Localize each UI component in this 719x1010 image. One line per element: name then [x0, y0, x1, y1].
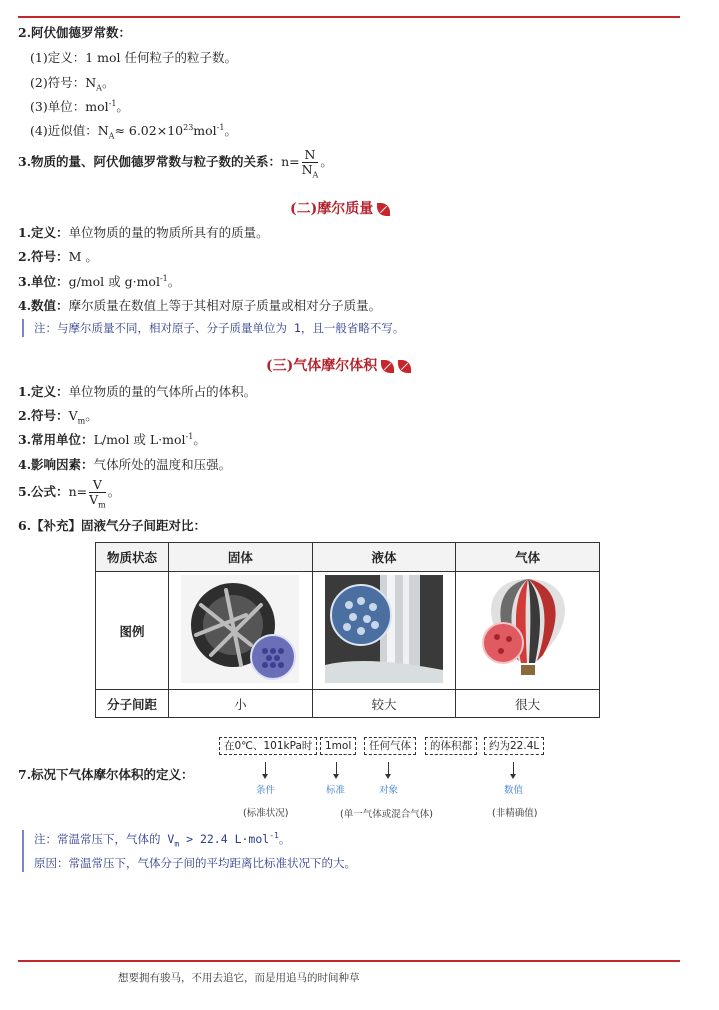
diagram-box-condition: 在0℃、101kPa时: [219, 737, 317, 755]
mv-formula-den-sub: m: [98, 500, 106, 510]
mv-sym-text: V: [68, 408, 78, 423]
leaf-icon: [377, 203, 390, 216]
bottom-rule: [18, 960, 680, 962]
liquid-illustration: [312, 572, 456, 690]
relation-den-sub: A: [312, 170, 319, 180]
table-row: [96, 572, 600, 690]
mm-unit-sup: -1: [159, 273, 168, 283]
mm-val-text: 摩尔质量在数值上等于其相对原子质量或相对分子质量。: [68, 298, 382, 313]
diagram-note-gas: (单一气体或混合气体): [340, 809, 433, 820]
mv-formula-num: V: [89, 478, 106, 493]
distance-liquid: 较大: [312, 690, 456, 718]
arrow-down-icon: [265, 762, 266, 776]
avogadro-definition: [30, 49, 237, 67]
final-note-line2: 原因：常温常压下，气体分子间的平均距离比标准状况下的大。: [34, 856, 356, 870]
mm-sym-text: M 。: [68, 249, 98, 264]
diagram-tag-standard: 标准: [326, 785, 346, 796]
sym-text: N: [85, 75, 97, 90]
molar-volume-title: [266, 355, 411, 375]
approx-unit-sup: -1: [216, 122, 225, 132]
table-row: [96, 690, 600, 718]
footer-quote: 想要拥有骏马，不用去追它，而是用追马的时间种草: [118, 972, 360, 984]
relation-den-text: N: [301, 162, 313, 177]
solid-illustration: [169, 572, 313, 690]
mm-unit-end: 。: [167, 274, 181, 289]
avogadro-symbol: [30, 74, 114, 92]
approx-unit: mol: [193, 123, 217, 138]
diagram-tag-value: 数值: [504, 785, 524, 796]
mm-definition: [18, 224, 269, 242]
mv-unit-end: 。: [193, 432, 206, 447]
mv-unit-sup: -1: [185, 431, 194, 441]
mv-def-label: 1.定义：: [18, 384, 69, 399]
mm-unit-text: g/mol 或 g·mol: [68, 274, 160, 289]
gas-illustration: [456, 572, 600, 690]
approx-n: N: [97, 123, 109, 138]
arrow-down-icon: [513, 762, 514, 776]
definition7-label: 7.标况下气体摩尔体积的定义：: [18, 767, 194, 782]
avogadro-approx: [30, 122, 237, 140]
arrow-down-icon: [388, 762, 389, 776]
approx-end: 。: [224, 123, 237, 138]
def-text: 1 mol 任何粒子的粒子数。: [85, 50, 237, 65]
approx-sup: 23: [183, 122, 194, 132]
row-label-image: 图例: [96, 572, 169, 690]
top-rule: [18, 16, 680, 18]
supplement-heading: 6.【补充】固液气分子间距对比：: [18, 518, 207, 533]
state-comparison-table: [95, 542, 600, 718]
relation-den: [301, 162, 319, 180]
mv-formula-den: [89, 492, 106, 510]
mv-factor: [18, 456, 231, 474]
table-header-cell: 气体: [456, 543, 600, 572]
mv-sym-label: 2.符号：: [18, 408, 69, 423]
distance-gas: 很大: [456, 690, 600, 718]
diagram-box-value: 约为22.4L: [484, 737, 544, 755]
mv-def-text: 单位物质的量的气体所占的体积。: [68, 384, 257, 399]
mv-unit: [18, 431, 206, 449]
mv-formula-label: 5.公式：: [18, 484, 69, 499]
unit-prefix: (3)单位：: [30, 99, 86, 114]
mv-sym-end: 。: [85, 408, 98, 423]
relation-lhs: n=: [281, 154, 300, 169]
mv-factor-text: 气体所处的温度和压强。: [93, 457, 232, 472]
mm-symbol: [18, 248, 98, 266]
final-note: [22, 830, 356, 872]
table-header-row: [96, 543, 600, 572]
note-prefix: 注：常温常压下，气体的 V: [34, 832, 175, 846]
relation-heading: 3.物质的量、阿伏伽德罗常数与粒子数的关系：: [18, 154, 282, 169]
sym-sub: A: [96, 83, 102, 93]
note-sub: m: [174, 839, 180, 849]
table-header-cell: 液体: [312, 543, 456, 572]
mv-unit-text: L/mol 或 L·mol: [93, 432, 186, 447]
mm-note: 注：与摩尔质量不同，相对原子、分子质量单位为 1，且一般省略不写。: [22, 319, 404, 337]
note-end: 。: [278, 832, 291, 846]
relation-line: [18, 145, 333, 179]
mv-symbol: [18, 407, 98, 425]
row-label-distance: 分子间距: [96, 690, 169, 718]
relation-end: 。: [320, 154, 333, 169]
table-header-cell: 物质状态: [96, 543, 169, 572]
diagram-note-approx: (非精确值): [492, 808, 538, 819]
mm-value: [18, 297, 381, 315]
table-header-cell: 固体: [169, 543, 313, 572]
diagram-box-object: 任何气体: [364, 737, 416, 755]
diagram-tag-condition: 条件: [256, 785, 276, 796]
diagram-tag-object: 对象: [379, 785, 399, 796]
molar-volume-title-text: (三)气体摩尔体积: [266, 358, 378, 374]
mv-formula: [18, 475, 120, 509]
mv-unit-label: 3.常用单位：: [18, 432, 94, 447]
mm-unit-label: 3.单位：: [18, 274, 69, 289]
approx-mid: ≈ 6.02×10: [114, 123, 184, 138]
approx-sub: A: [108, 131, 115, 141]
distance-solid: 小: [169, 690, 313, 718]
avogadro-unit: [30, 98, 129, 116]
mv-formula-lhs: n=: [68, 484, 88, 499]
solid-image: [181, 575, 299, 683]
mv-formula-den-text: V: [89, 492, 99, 507]
sym-prefix: (2)符号：: [30, 75, 86, 90]
leaf-icon: [381, 360, 394, 373]
leaf-icon: [398, 360, 411, 373]
liquid-image: [325, 575, 443, 683]
mm-def-label: 1.定义：: [18, 225, 69, 240]
unit-sup: -1: [108, 98, 117, 108]
final-note-line1: [34, 830, 356, 848]
diagram-box-volume: 的体积都: [425, 737, 477, 755]
note-sup: -1: [269, 831, 279, 841]
mm-def-text: 单位物质的量的物质所具有的质量。: [68, 225, 269, 240]
relation-num: N: [302, 148, 319, 163]
mm-sym-label: 2.符号：: [18, 249, 69, 264]
approx-prefix: (4)近似值：: [30, 123, 98, 138]
mv-factor-label: 4.影响因素：: [18, 457, 94, 472]
diagram-note-standard: (标准状况): [243, 808, 289, 819]
unit-end: 。: [116, 99, 129, 114]
mm-unit: [18, 273, 180, 291]
unit-text: mol: [85, 99, 109, 114]
mv-fraction: [89, 477, 106, 510]
sym-end: 。: [101, 75, 115, 90]
mv-definition: [18, 383, 256, 401]
note-mid: > 22.4 L·mol: [179, 832, 270, 846]
mv-formula-end: 。: [107, 484, 121, 499]
relation-fraction: [301, 147, 319, 180]
gas-image: [469, 575, 587, 683]
arrow-down-icon: [336, 762, 337, 776]
avogadro-heading: 2.阿伏伽德罗常数：: [18, 25, 132, 40]
mv-sym-sub: m: [77, 416, 86, 426]
molar-mass-title: [290, 198, 390, 218]
molar-mass-title-text: (二)摩尔质量: [290, 201, 374, 217]
def-prefix: (1)定义：: [30, 50, 86, 65]
mm-val-label: 4.数值：: [18, 298, 69, 313]
diagram-box-amount: 1mol: [320, 737, 356, 755]
